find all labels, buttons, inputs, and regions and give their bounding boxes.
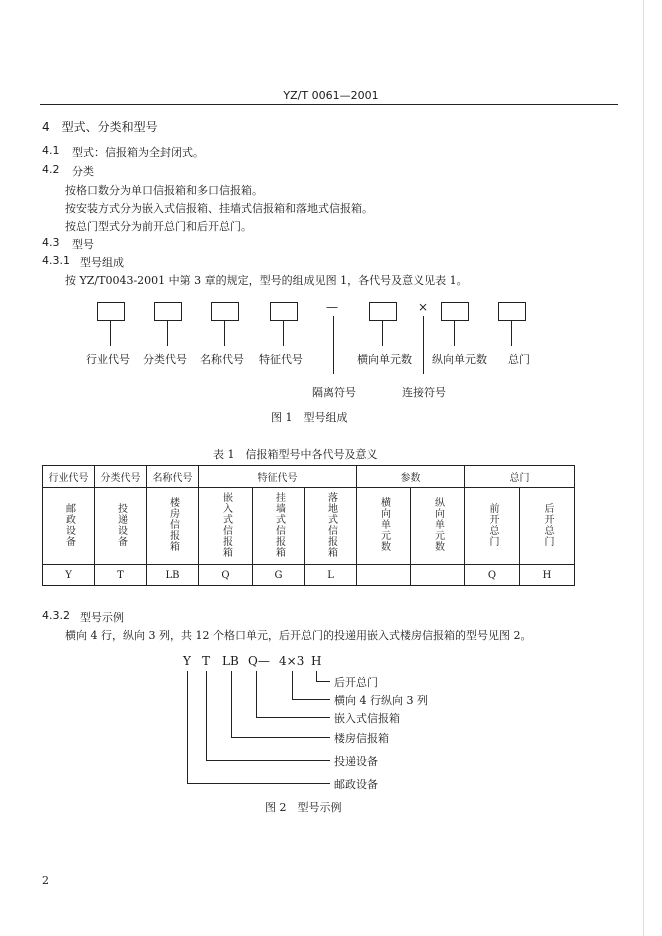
- fig1-leader: [333, 316, 334, 374]
- fig1-separator-dash: —: [326, 300, 338, 314]
- section-4-3-1-number: 4.3.1: [42, 254, 70, 267]
- table-meaning-text: 邮政设备: [63, 502, 75, 547]
- fig2-label-delivery: 投递设备: [334, 755, 378, 768]
- fig2-label-embedded: 嵌入式信报箱: [334, 712, 400, 725]
- section-4-2-number: 4.2: [42, 163, 60, 176]
- table-code-cell: H: [520, 565, 575, 586]
- table-meaning-text: 后开总门: [542, 502, 554, 547]
- fig2-label-rows-cols: 横向 4 行纵向 3 列: [334, 694, 428, 707]
- fig1-leader: [511, 320, 512, 346]
- table-header-cell: 分类代号: [95, 466, 147, 488]
- fig1-box-industry: [97, 302, 125, 321]
- table-meaning-cell: [357, 488, 411, 565]
- table-meaning-text: 落地式信报箱: [325, 491, 337, 558]
- section-4-2-para-2: 按安装方式分为嵌入式信报箱、挂墙式信报箱和落地式信报箱。: [65, 202, 373, 215]
- table-code-cell: LB: [147, 565, 199, 586]
- fig2-code-lb: LB: [222, 654, 239, 668]
- section-4-title: 4 型式、分类和型号: [42, 120, 158, 134]
- fig2-leader-v: [292, 671, 293, 699]
- fig1-leader: [423, 316, 424, 374]
- table-header-cell: 名称代号: [147, 466, 199, 488]
- page-edge: [643, 0, 644, 936]
- section-4-3-2-title: 型号示例: [80, 611, 124, 624]
- fig2-leader-v: [231, 671, 232, 737]
- fig2-label-building: 楼房信报箱: [334, 732, 389, 745]
- fig1-label-industry: 行业代号: [86, 353, 130, 366]
- section-4-2-title: 分类: [72, 165, 94, 178]
- fig1-box-name: [211, 302, 239, 321]
- figure-2-caption: 图 2 型号示例: [265, 801, 342, 814]
- table-meaning-text: 嵌入式信报箱: [220, 491, 232, 558]
- table-meaning-text: 纵向单元数: [432, 497, 444, 552]
- fig1-box-category: [154, 302, 182, 321]
- fig2-leader-h: [231, 737, 330, 738]
- section-4-3-2-text: 横向 4 行，纵向 3 列，共 12 个格口单元，后开总门的投递用嵌入式楼房信报箱的型号见图 2。: [65, 629, 532, 642]
- fig1-box-horizontal: [369, 302, 397, 321]
- fig2-code-t: T: [202, 654, 211, 668]
- table-header-cell: 总门: [465, 466, 575, 488]
- table-1-caption: 表 1 信报箱型号中各代号及意义: [213, 448, 378, 461]
- fig1-label-name: 名称代号: [200, 353, 244, 366]
- table-code-cell: Q: [199, 565, 253, 586]
- fig1-times-sign: ×: [418, 300, 429, 314]
- table-code-cell: [357, 565, 411, 586]
- fig1-label-feature: 特征代号: [259, 353, 303, 366]
- fig1-leader: [167, 320, 168, 346]
- section-4-3-2-number: 4.3.2: [42, 609, 70, 622]
- table-header-cell: 特征代号: [199, 466, 357, 488]
- table-code-cell: Q: [465, 565, 520, 586]
- section-4-3-1-text: 按 YZ/T0043-2001 中第 3 章的规定，型号的组成见图 1，各代号及意义见表 1。: [65, 274, 468, 287]
- fig2-leader-h: [316, 681, 330, 682]
- table-meaning-text: 投递设备: [115, 502, 127, 547]
- table-meaning-text: 挂墙式信报箱: [273, 491, 285, 558]
- fig2-leader-v: [187, 671, 188, 783]
- table-meaning-cell: [411, 488, 465, 565]
- fig2-code-4x3: 4×3: [279, 654, 305, 668]
- page-number: 2: [42, 874, 49, 887]
- table-code-cell: [411, 565, 465, 586]
- table-meaning-text: 横向单元数: [378, 497, 390, 552]
- fig1-label-horizontal: 横向单元数: [357, 353, 412, 366]
- table-meaning-cell: [305, 488, 357, 565]
- table-code-cell: T: [95, 565, 147, 586]
- table-code-cell: L: [305, 565, 357, 586]
- document-code-header: YZ/T 0061—2001: [283, 89, 379, 102]
- fig2-code-y: Y: [183, 654, 191, 668]
- fig1-label-connector: 连接符号: [402, 386, 446, 399]
- table-header-cell: 行业代号: [43, 466, 95, 488]
- section-4-1-text: 型式：信报箱为全封闭式。: [72, 146, 204, 159]
- table-1: [42, 465, 575, 586]
- table-code-cell: Y: [43, 565, 95, 586]
- fig1-label-category: 分类代号: [143, 353, 187, 366]
- table-meaning-text: 前开总门: [487, 502, 499, 547]
- section-4-1-number: 4.1: [42, 144, 60, 157]
- table-header-cell: 参数: [357, 466, 465, 488]
- fig2-leader-v: [316, 671, 317, 681]
- section-4-2-para-3: 按总门型式分为前开总门和后开总门。: [65, 220, 252, 233]
- fig1-leader: [283, 320, 284, 346]
- fig1-label-vertical: 纵向单元数: [432, 353, 487, 366]
- table-meaning-text: 楼房信报箱: [167, 497, 179, 552]
- section-4-3-title: 型号: [72, 238, 94, 251]
- section-4-3-1-title: 型号组成: [80, 256, 124, 269]
- table-meaning-cell: [147, 488, 199, 565]
- fig2-leader-h: [206, 760, 330, 761]
- fig2-code-q: Q—: [248, 654, 270, 668]
- fig2-leader-h: [187, 783, 330, 784]
- table-meaning-cell: [43, 488, 95, 565]
- fig1-leader: [454, 320, 455, 346]
- fig1-label-door: 总门: [508, 353, 530, 366]
- fig1-leader: [382, 320, 383, 346]
- table-meaning-cell: [199, 488, 253, 565]
- fig1-leader: [110, 320, 111, 346]
- fig1-box-feature: [270, 302, 298, 321]
- table-meaning-cell: [520, 488, 575, 565]
- figure-1-caption: 图 1 型号组成: [271, 411, 348, 424]
- fig2-label-rear-door: 后开总门: [334, 676, 378, 689]
- fig2-label-postal: 邮政设备: [334, 778, 378, 791]
- table-meaning-cell: [465, 488, 520, 565]
- fig2-code-h: H: [311, 654, 322, 668]
- section-4-2-para-1: 按格口数分为单口信报箱和多口信报箱。: [65, 184, 263, 197]
- header-rule: [40, 104, 618, 105]
- fig2-leader-h: [256, 717, 330, 718]
- table-meaning-cell: [95, 488, 147, 565]
- table-meaning-cell: [253, 488, 305, 565]
- fig2-leader-v: [206, 671, 207, 760]
- fig1-label-separator: 隔离符号: [312, 386, 356, 399]
- fig2-leader-v: [256, 671, 257, 717]
- fig1-box-door: [498, 302, 526, 321]
- fig1-leader: [224, 320, 225, 346]
- table-code-cell: G: [253, 565, 305, 586]
- fig1-box-vertical: [441, 302, 469, 321]
- fig2-leader-h: [292, 699, 330, 700]
- section-4-3-number: 4.3: [42, 236, 60, 249]
